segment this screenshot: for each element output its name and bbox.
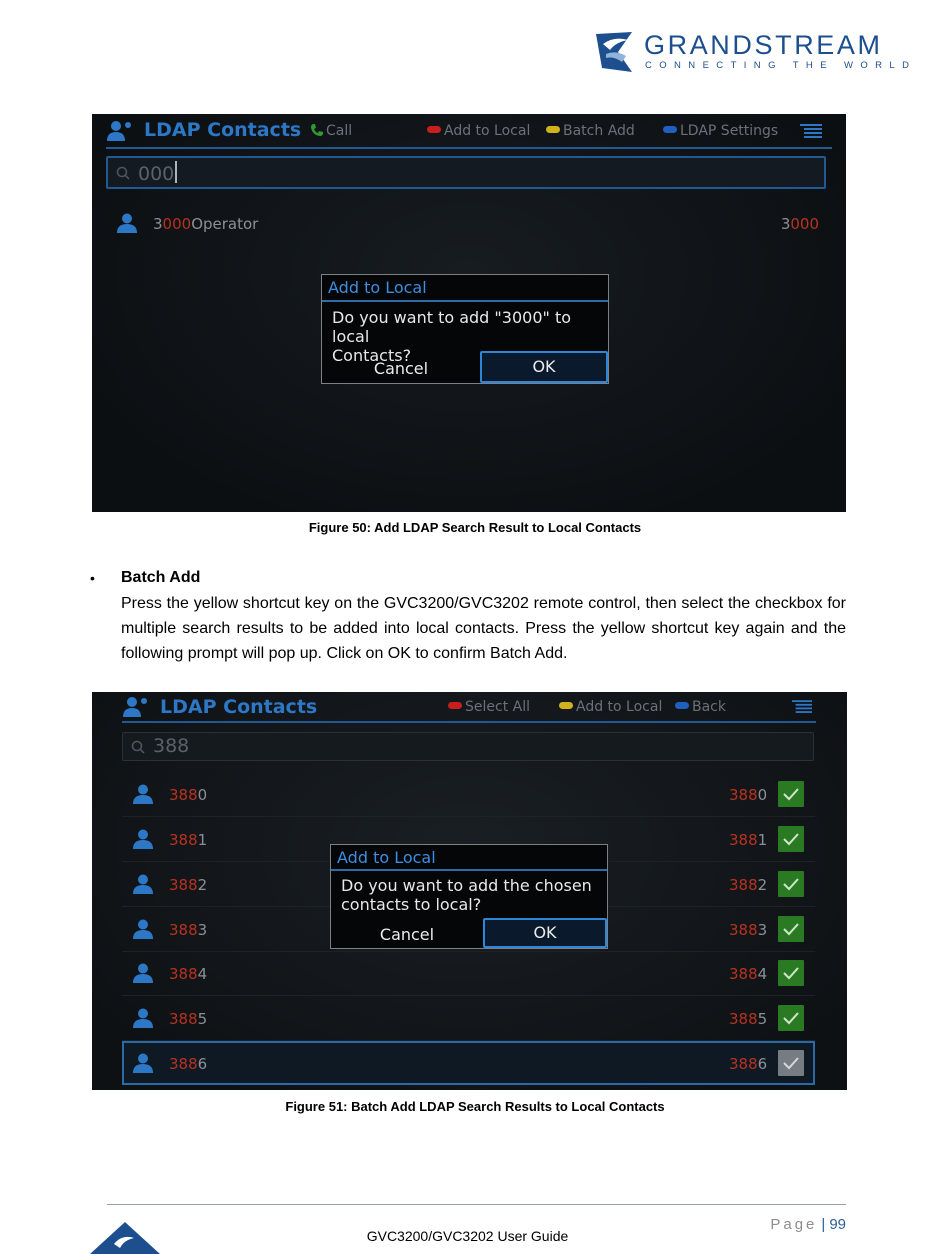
search-input[interactable] (106, 156, 826, 189)
checkmark-icon (782, 921, 800, 937)
contact-name: 3884 (169, 965, 208, 983)
contact-name: 3883 (169, 921, 208, 939)
screenshot-ldap-add-to-local (92, 114, 846, 512)
ldap-settings-label: LDAP Settings (680, 123, 779, 139)
row-checkbox[interactable] (778, 916, 804, 942)
add-to-local-softkey[interactable] (427, 123, 530, 139)
contact-avatar-icon (132, 829, 154, 849)
search-input[interactable] (122, 732, 814, 761)
table-row[interactable] (122, 996, 815, 1041)
page-number: Page | 99 (770, 1216, 846, 1233)
row-checkbox[interactable] (778, 960, 804, 986)
yellow-key-icon (546, 126, 560, 133)
add-to-local-label: Add to Local (576, 699, 663, 715)
menu-icon[interactable] (792, 700, 812, 715)
checkmark-icon (782, 1010, 800, 1026)
back-label: Back (692, 699, 726, 715)
yellow-key-icon (559, 702, 573, 709)
text-cursor (175, 161, 177, 183)
call-label: Call (326, 123, 353, 139)
search-value: 000 (138, 161, 177, 185)
bullet-marker: • (90, 570, 95, 586)
phone-icon (310, 123, 324, 137)
search-value: 388 (153, 735, 190, 757)
dialog-title-divider (322, 300, 608, 302)
figure-51-caption: Figure 51: Batch Add LDAP Search Results to Local Contacts (285, 1099, 665, 1114)
select-all-label: Select All (465, 699, 530, 715)
menu-icon[interactable] (800, 124, 822, 140)
blue-key-icon (663, 126, 677, 133)
topbar-divider (122, 721, 816, 723)
section-heading: Batch Add (121, 569, 201, 586)
contact-avatar-icon (132, 963, 154, 983)
grandstream-logo-icon (592, 28, 636, 74)
app-title: LDAP Contacts (160, 696, 318, 718)
contact-number: 3880 (729, 786, 768, 804)
contact-number: 3886 (729, 1055, 768, 1073)
contact-name: 3886 (169, 1055, 208, 1073)
contact-avatar-icon (132, 1008, 154, 1028)
add-to-local-dialog (321, 274, 609, 384)
contact-avatar-icon (132, 784, 154, 804)
result-name[interactable]: 3000Operator (153, 215, 259, 233)
ldap-settings-softkey[interactable] (663, 123, 778, 139)
dialog-message: Do you want to add "3000" to local Contacts? (332, 308, 572, 365)
contact-avatar-icon (132, 1053, 154, 1073)
result-number: 3000 (780, 215, 819, 233)
checkmark-icon (782, 965, 800, 981)
contact-name: 3881 (169, 831, 208, 849)
red-key-icon (448, 702, 462, 709)
contact-number: 3882 (729, 876, 768, 894)
ok-button[interactable]: OK (483, 918, 607, 948)
grandstream-logo (592, 28, 917, 76)
batch-add-label: Batch Add (563, 123, 635, 139)
contact-number: 3885 (729, 1010, 768, 1028)
checkmark-icon (782, 876, 800, 892)
dialog-title: Add to Local (337, 848, 436, 867)
back-softkey[interactable] (675, 699, 726, 715)
contacts-icon (106, 120, 134, 142)
table-row-selected[interactable] (122, 1041, 815, 1085)
add-to-local-softkey[interactable] (559, 699, 662, 715)
checkmark-icon (782, 786, 800, 802)
topbar-divider (106, 147, 832, 149)
select-all-softkey[interactable] (448, 699, 530, 715)
row-checkbox[interactable] (778, 781, 804, 807)
row-checkbox[interactable] (778, 871, 804, 897)
dialog-message: Do you want to add the chosen contacts to local? (341, 876, 592, 914)
contact-name: 3880 (169, 786, 208, 804)
contact-number: 3881 (729, 831, 768, 849)
contact-avatar-icon (116, 213, 138, 233)
guide-title: GVC3200/GVC3202 User Guide (366, 1228, 569, 1244)
row-checkbox[interactable] (778, 1005, 804, 1031)
red-key-icon (427, 126, 441, 133)
brand-tagline: CONNECTING THE WORLD (645, 60, 917, 71)
cancel-button[interactable]: Cancel (379, 925, 435, 944)
dialog-title: Add to Local (328, 278, 427, 297)
batch-add-dialog (330, 844, 608, 949)
contact-name: 3882 (169, 876, 208, 894)
batch-add-softkey[interactable] (546, 123, 635, 139)
checkmark-icon (782, 1055, 800, 1071)
contact-number: 3883 (729, 921, 768, 939)
row-checkbox[interactable] (778, 1050, 804, 1076)
blue-key-icon (675, 702, 689, 709)
section-paragraph: Press the yellow shortcut key on the GVC3200/GVC3202 remote control, then select the checkbox for multiple search results to be added into local contacts. Press the yellow shortcut key again and the following prompt will pop up. Click on OK to confirm Batch Add. (121, 595, 846, 662)
dialog-title-divider (331, 869, 607, 871)
contact-number: 3884 (729, 965, 768, 983)
app-topbar (92, 114, 846, 148)
search-icon (131, 740, 145, 754)
footer-divider (107, 1204, 846, 1205)
row-checkbox[interactable] (778, 826, 804, 852)
screenshot-ldap-batch-add (92, 692, 847, 1090)
grandstream-corner-logo-icon (90, 1220, 160, 1254)
brand-name: GRANDSTREAM (644, 30, 883, 60)
table-row[interactable] (122, 772, 815, 817)
ok-button[interactable]: OK (480, 351, 608, 383)
table-row[interactable] (122, 951, 815, 996)
checkmark-icon (782, 831, 800, 847)
contacts-icon (122, 696, 150, 718)
figure-50-caption: Figure 50: Add LDAP Search Result to Local Contacts (308, 520, 642, 535)
search-icon (116, 166, 130, 180)
contact-avatar-icon (132, 874, 154, 894)
app-title: LDAP Contacts (144, 119, 302, 141)
contact-name: 3885 (169, 1010, 208, 1028)
contact-avatar-icon (132, 919, 154, 939)
call-softkey[interactable] (310, 123, 352, 139)
cancel-button[interactable]: Cancel (373, 359, 429, 378)
add-to-local-label: Add to Local (444, 123, 531, 139)
